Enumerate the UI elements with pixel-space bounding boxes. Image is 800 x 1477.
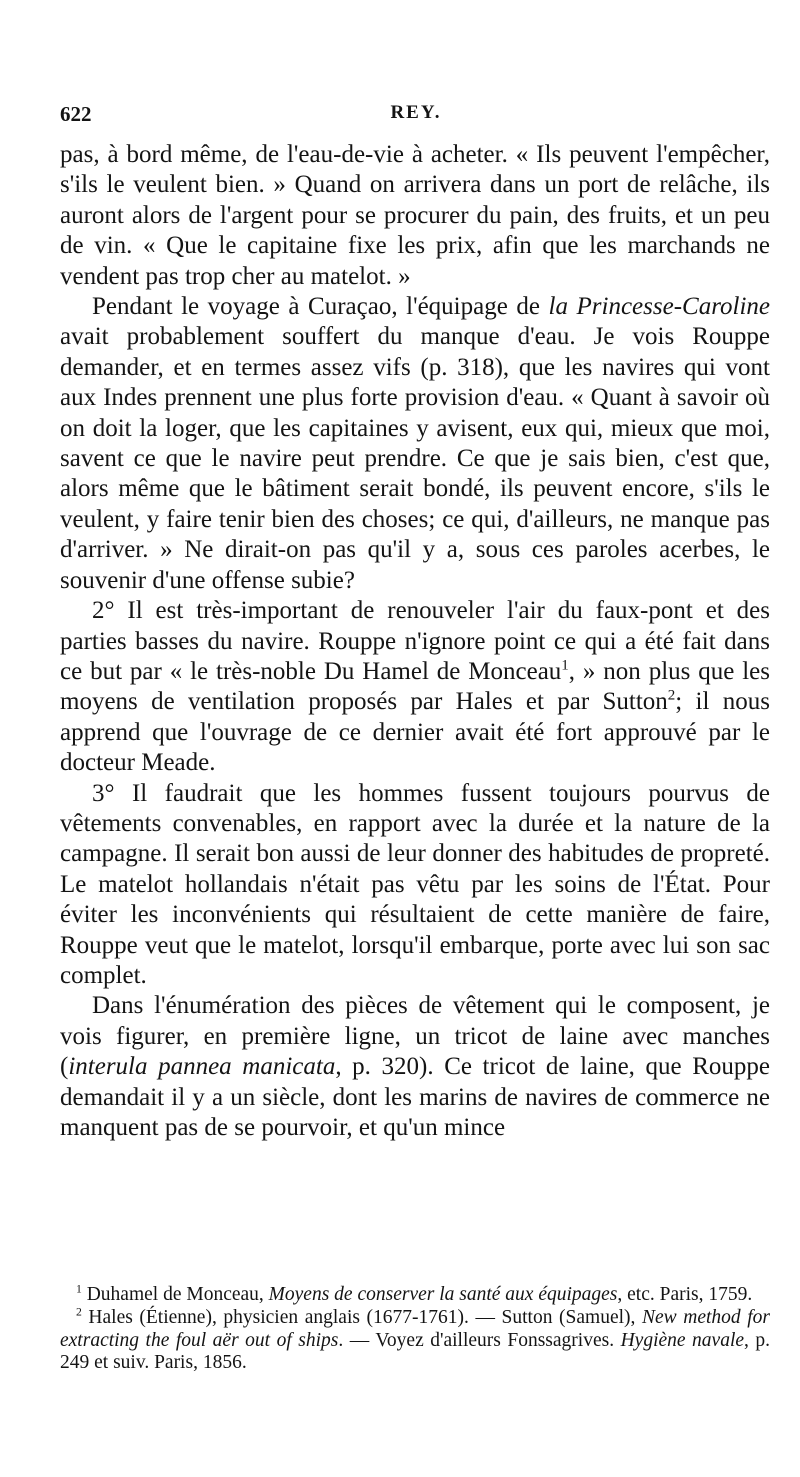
latin-term: interula pannea manicata [68, 1053, 336, 1081]
paragraph-1-text: pas, à bord même, de l'eau-de-vie à acheter. « Ils peuvent l'empêcher, s'ils le veulent bien. » Quand on arrivera dans un port de relâche, ils auront alors de l'argent pour se procurer du pain, des fruits, et un peu de vin. « Que le capitaine fixe les prix, afin que les marchands ne vendent pas trop cher au matelot. » [60, 141, 770, 290]
paragraph-2 [60, 292, 770, 596]
ship-name: la Princesse-Caroline [548, 293, 770, 321]
main-text [60, 140, 770, 1143]
paragraph-2-text-a: Pendant le voyage à Curaçao, l'équipage de [92, 293, 549, 321]
paragraph-2-text-b: avait probablement souffert du manque d'eau. Je vois Rouppe demander, et en termes assez vifs (p. 318), que les navires qui vont aux Indes prennent une plus forte provision d'eau. « Quant à savoir où on doit la loger, que les capitaines y avisent, eux qui, mieux que moi, savent ce que le navire peut prendre. Ce que je sais bien, c'est que, alors même que le bâtiment serait bondé, ils peuvent encore, s'ils le veulent, y faire tenir bien des choses; ce qui, d'ailleurs, ne manque pas d'arriver. » Ne dirait-on pas qu'il y a, sous ces paroles acerbes, le souvenir d'une offense subie? [60, 323, 770, 594]
paragraph-3-text-a: 2° Il est très-important de renouveler l'air du faux-pont et des parties basses du navire. Rouppe n'ignore point ce qui a été fait dans ce but par « le très-noble Du Hamel de Monceau [60, 597, 770, 685]
footnote-ref-1: 1 [561, 657, 569, 674]
footnote-2 [60, 1307, 770, 1375]
footnote-2-text-a: Hales (Étienne), physicien anglais (1677-1761). — Sutton (Samuel), [81, 1306, 642, 1328]
footnote-1-text-b: , etc. Paris, 1759. [617, 1284, 753, 1305]
paragraph-4 [60, 779, 770, 992]
footnote-2-text-b: . — Voyez d'ailleurs Fonssagrives. [338, 1329, 621, 1351]
footnote-1 [60, 1284, 770, 1307]
paragraph-3 [60, 596, 770, 778]
paragraph-3-text-b: , » non plus que les moyens de ventilation proposés par Hales et par Sutton [60, 657, 770, 716]
paragraph-5-text-a: Dans l'énumération des pièces de vêtement qui le composent, je vois figurer, en première ligne, un tricot de laine avec manches ( [60, 992, 770, 1081]
footnote-ref-2: 2 [667, 687, 676, 704]
paragraph-5 [60, 991, 770, 1143]
footnote-2-text-c: , p. 249 et suiv. Paris, 1856. [60, 1329, 771, 1374]
footnote-2-title2: Hygiène navale [620, 1329, 745, 1351]
footnote-1-text-a: Duhamel de Monceau, [81, 1284, 269, 1305]
page-header [60, 96, 772, 130]
paragraph-1 [60, 140, 770, 292]
running-title: REY. [390, 102, 442, 123]
footnotes [60, 1284, 770, 1375]
page-number: 622 [60, 102, 92, 126]
paragraph-5-text-b: , p. 320). Ce tricot de laine, que Rouppe demandait il y a un siècle, dont les marins de navires de commerce ne manquent pas de se pourvoir, et qu'un mince [60, 1053, 770, 1141]
footnote-2-title: New method for extracting the foul aër out of ships [60, 1306, 770, 1351]
footnote-1-title: Moyens de conserver la santé aux équipages [268, 1284, 618, 1305]
footnote-2-mark: 2 [76, 1305, 82, 1319]
paragraph-3-text-c: ; il nous apprend que l'ouvrage de ce dernier avait été fort approuvé par le docteur Meade. [60, 688, 770, 777]
footnote-1-mark: 1 [76, 1282, 82, 1296]
paragraph-4-text: 3° Il faudrait que les hommes fussent toujours pourvus de vêtements convenables, en rapport avec la durée et la nature de la campagne. Il serait bon aussi de leur donner des habitudes de propreté. Le matelot hollandais n'était pas vêtu par les soins de l'État. Pour éviter les inconvénients qui résultaient de cette manière de faire, Rouppe veut que le matelot, lorsqu'il embarque, porte avec lui son sac complet. [60, 779, 770, 989]
